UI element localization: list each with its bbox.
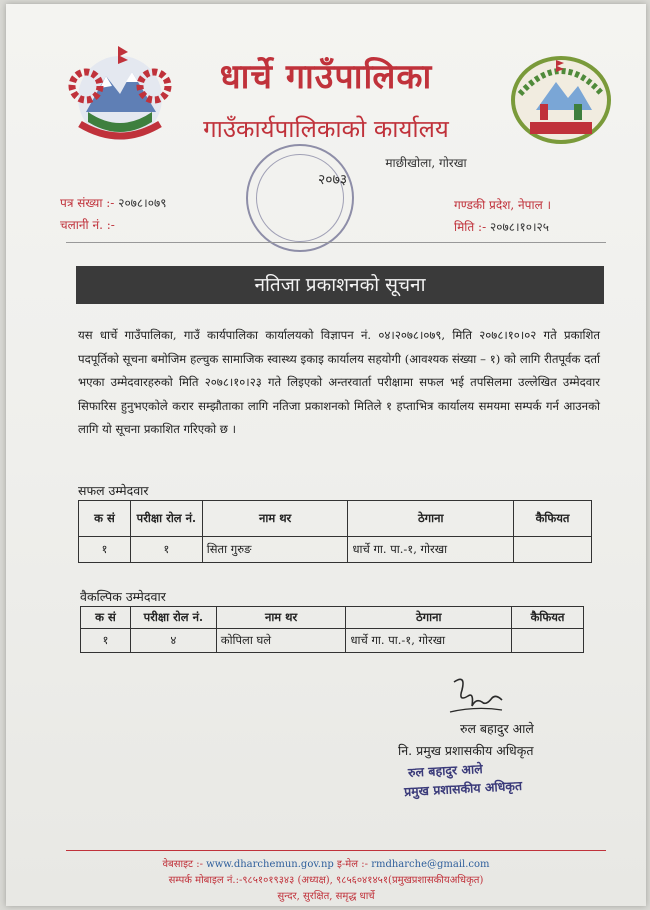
signatory-title: नि. प्रमुख प्रशासकीय अधिकृत (398, 743, 534, 758)
column-header: क सं (81, 607, 131, 629)
reference-value: २०७८।०७९ (118, 196, 167, 210)
footer-phone-contact: सम्पर्क मोबाइल नं.:-९८५१०१९३४३ (अध्यक्ष), ९८५६०४१४५१(प्रमुखप्रशासकीयअधिकृत) (168, 875, 484, 886)
successful-section-label: सफल उम्मेदवार (78, 483, 149, 498)
table-cell: १ (79, 537, 131, 563)
table-header-row (81, 607, 584, 629)
handwritten-signature (446, 672, 506, 722)
table-header-row (79, 501, 592, 537)
footer-divider (66, 850, 606, 851)
table-cell (512, 629, 584, 653)
municipal-logo-icon (506, 54, 616, 146)
table-row (79, 537, 592, 563)
notice-body: यस धार्चे गाउँपालिका, गाउँ कार्यपालिका कार्यालयको विज्ञापन नं. ०४।२०७८।०७९, मिति २०७८।१०।०२ गते प्रकाशित पदपूर्तिको सूचना बमोजिम हल्चुक सामाजिक स्वास्थ्य इकाइ कार्यालय सहयोगी (आवश्यक संख्या – १) को लागि रीतपूर्वक दर्ता भएका उम्मेदवारहरुको मिति २०७८।१०।२३ गते लिइएको अन्तरवार्ता परीक्षामा सफल भई तपसिलमा उल्लेखित उम्मेदवार सिफारिस हुनुभएकोले करार सम्झौताका लागि नतिजा प्रकाशनको मितिले १ हप्ताभित्र कार्यालय समयमा सम्पर्क गर्न आउनको लागि यो सूचना प्रकाशित गरिएको छ । (78, 328, 600, 436)
footer-web-contact (6, 856, 646, 870)
established-year: २०७३ (318, 172, 348, 188)
signatory-stamp-title: प्रमुख प्रशासकीय अधिकृत (403, 777, 523, 800)
notice-title: नतिजा प्रकाशनको सूचना (76, 266, 604, 304)
date-label: मिति :- (454, 220, 487, 234)
signatory-stamp-name: रुल बहादुर आले (407, 761, 484, 780)
website-link[interactable]: www.dharchemun.gov.np (206, 859, 334, 870)
table-cell: कोपिला घले (216, 629, 346, 653)
reference-number (60, 194, 166, 211)
column-header: परीक्षा रोल नं. (130, 607, 216, 629)
column-header: कैफियत (512, 607, 584, 629)
table-cell: १ (130, 537, 202, 563)
column-header: परीक्षा रोल नं. (130, 501, 202, 537)
province-name: गण्डकी प्रदेश, नेपाल । (454, 198, 552, 212)
column-header: कैफियत (514, 501, 592, 537)
office-location: माछीखोला, गोरखा (385, 156, 467, 170)
email-link[interactable]: rmdharche@gmail.com (371, 859, 490, 870)
column-header: नाम थर (202, 501, 348, 537)
successful-candidates-table (78, 500, 592, 563)
website-label: वेबसाइट :- (162, 859, 203, 870)
office-seal-stamp (230, 128, 371, 269)
table-row (81, 629, 584, 653)
date-value: २०७८।१०।२५ (489, 220, 550, 234)
column-header: नाम थर (216, 607, 346, 629)
column-header: ठेगाना (348, 501, 514, 537)
table-cell: १ (81, 629, 131, 653)
table-cell (514, 537, 592, 563)
column-header: क सं (79, 501, 131, 537)
office-subtitle: गाउँकार्यपालिकाको कार्यालय (203, 115, 449, 143)
column-header: ठेगाना (346, 607, 512, 629)
dispatch-number (60, 216, 115, 233)
table-cell: ४ (130, 629, 216, 653)
dispatch-label: चलानी नं. :- (60, 218, 115, 232)
header-divider (66, 242, 606, 243)
alternate-section-label: वैकल्पिक उम्मेदवार (80, 589, 166, 604)
municipality-title: धार्चे गाउँपालिका (219, 57, 433, 97)
signatory-name: रुल बहादुर आले (460, 721, 534, 736)
table-cell: सिता गुरुङ (202, 537, 348, 563)
email-label: इ-मेल :- (337, 859, 368, 870)
reference-label: पत्र संख्या :- (60, 196, 115, 210)
document-page (6, 4, 646, 906)
notice-date (454, 218, 549, 235)
footer-slogan: सुन्दर, सुरक्षित, समृद्ध धार्चे (277, 891, 375, 902)
alternate-candidates-table (80, 606, 584, 653)
table-cell: धार्चे गा. पा.-१, गोरखा (348, 537, 514, 563)
table-cell: धार्चे गा. पा.-१, गोरखा (346, 629, 512, 653)
